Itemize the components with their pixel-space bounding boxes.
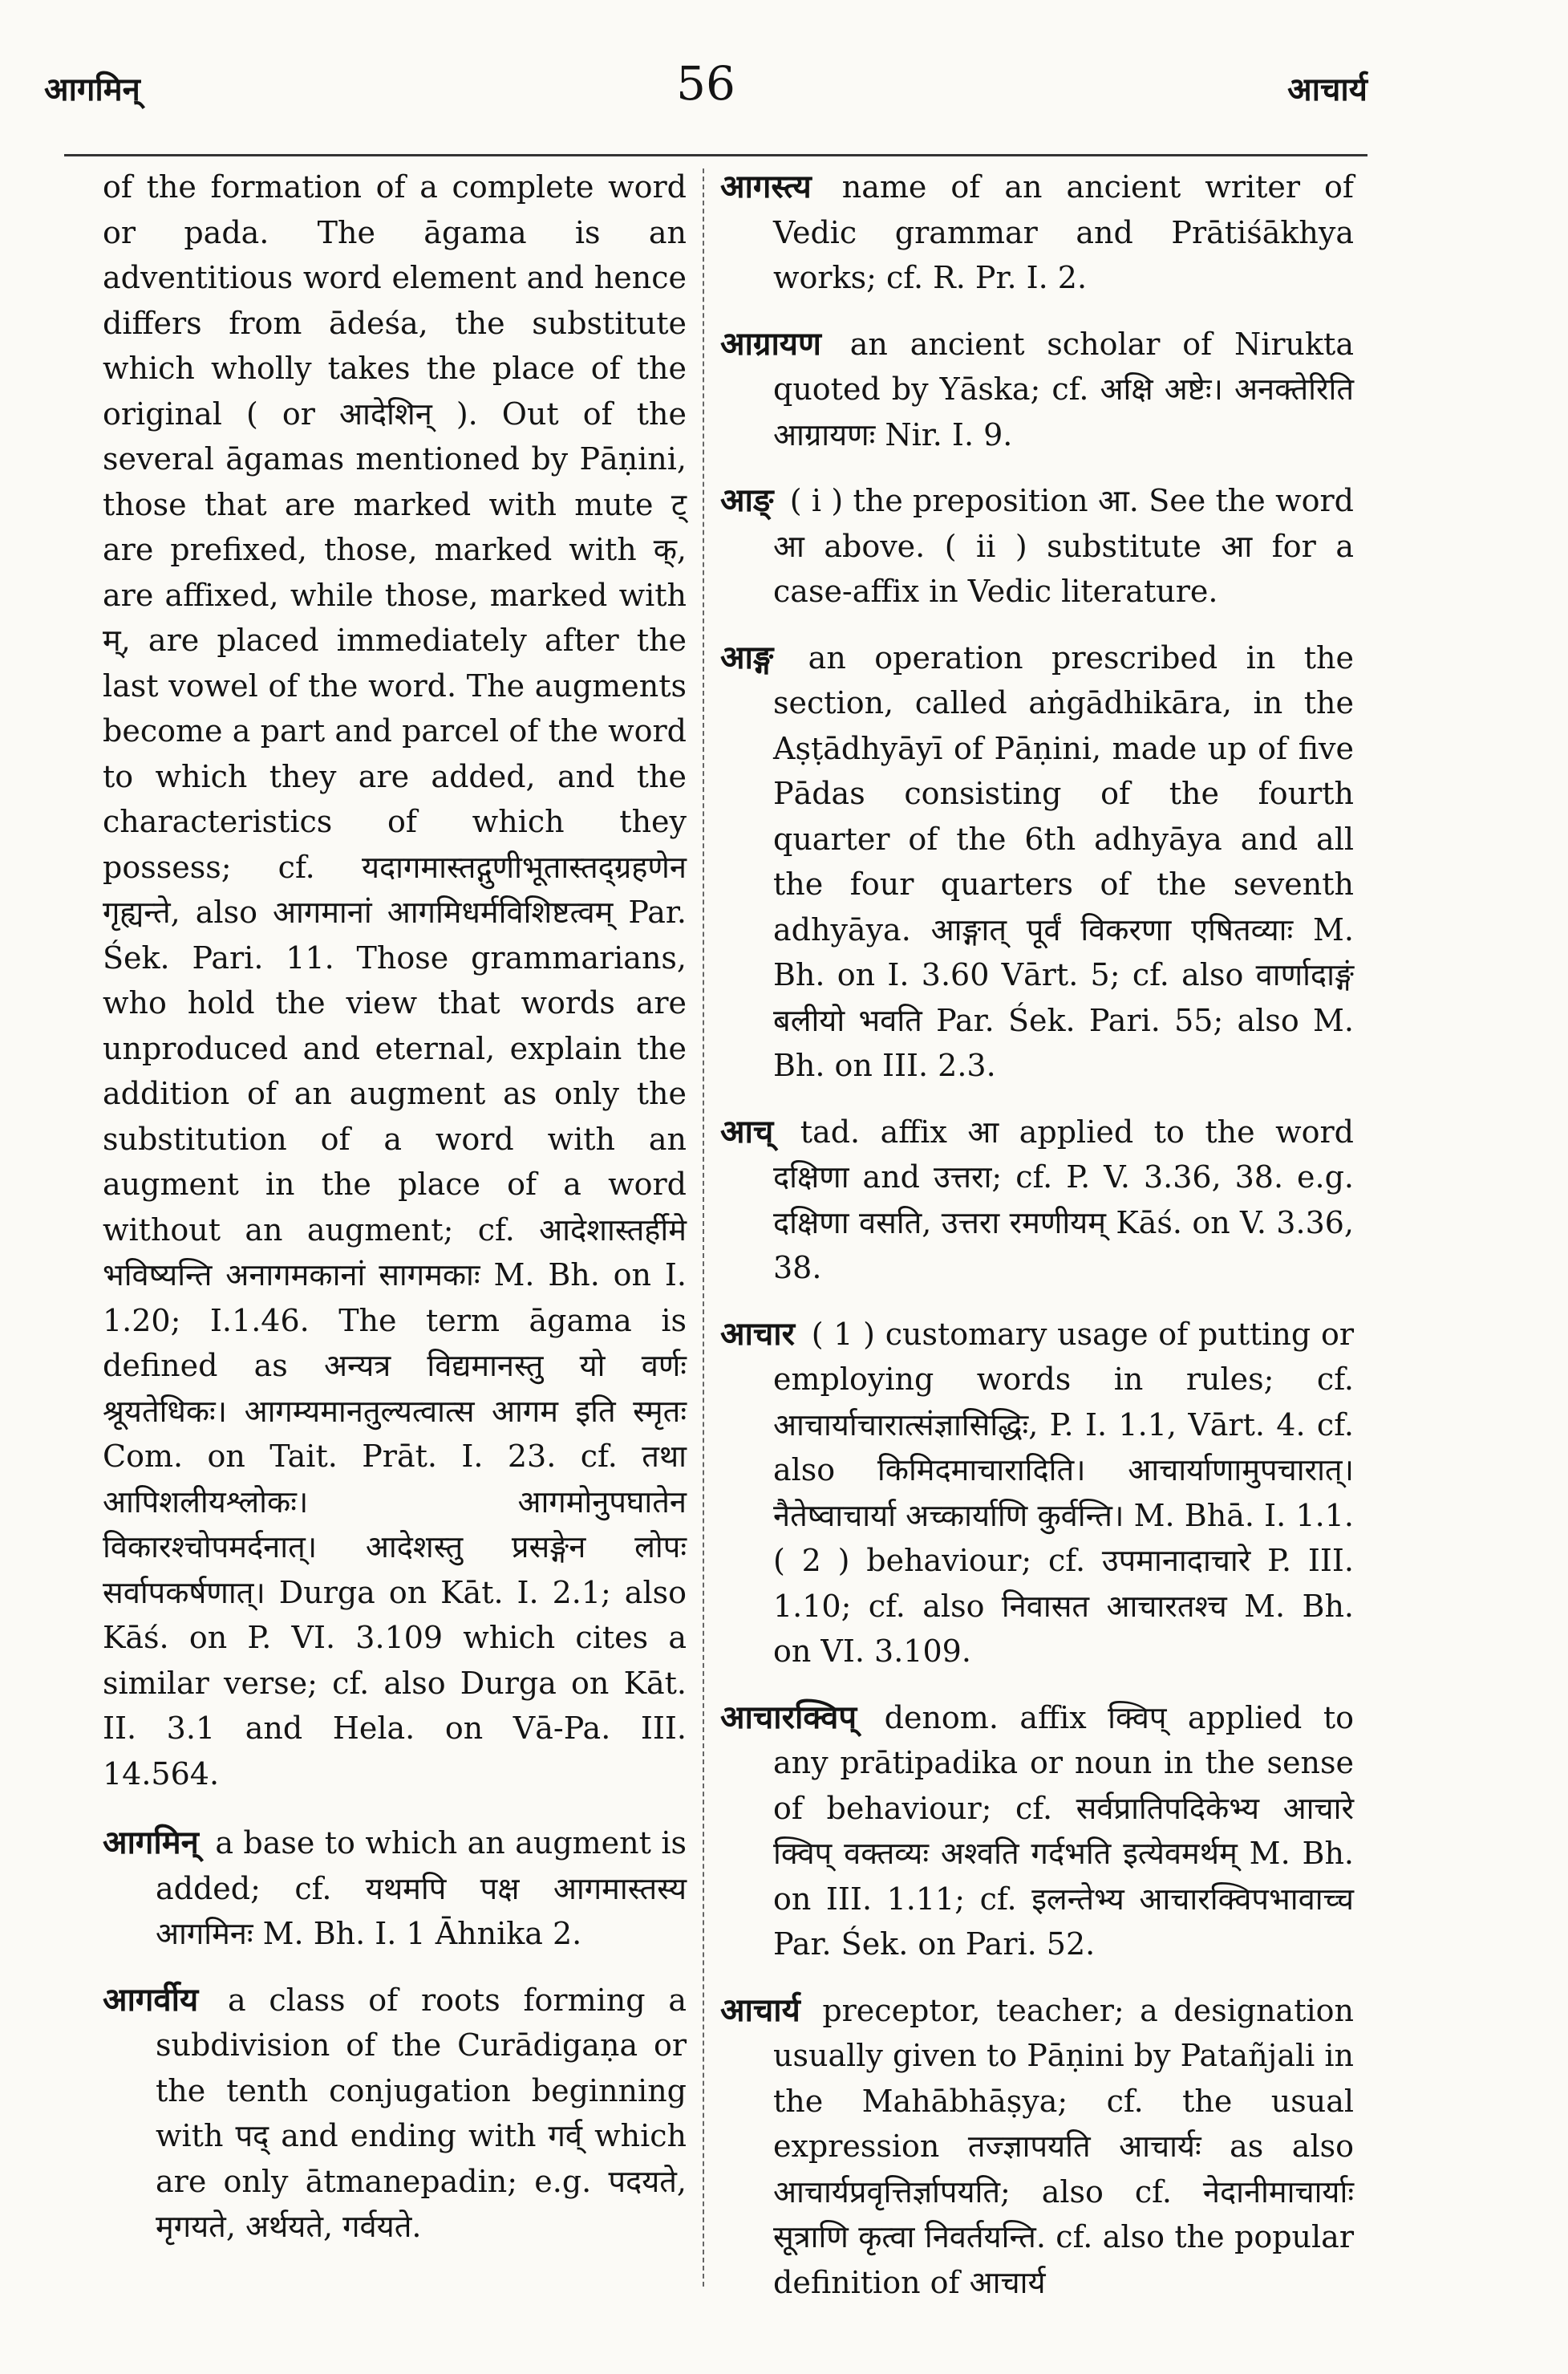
entry-ac [720, 1110, 1354, 1291]
entry-agamin [103, 1820, 687, 1957]
headword: आङ्ग [720, 638, 774, 676]
entry-acara [720, 1312, 1354, 1674]
definition: a base to which an augment is added; cf. यथमपि पक्ष आगमास्तस्य आगमिनः M. Bh. I. 1 Āhnika 2. [156, 1825, 687, 1951]
headword: आच् [720, 1112, 774, 1150]
right-column [720, 164, 1354, 2326]
header-first-word: आगमिन् [44, 71, 140, 108]
entry-agrayana [720, 322, 1354, 458]
definition: name of an ancient writer of Vedic grammar and Prātiśākhya works; cf. R. Pr. I. 2. [773, 169, 1354, 295]
headword: आचार [720, 1314, 795, 1353]
entry-anga [720, 635, 1354, 1089]
definition: ( i ) the preposition आ. See the word आ above. ( ii ) substitute आ for a case-affix in Vedic literature. [773, 483, 1354, 609]
entry-agastya [720, 164, 1354, 301]
header-rule [64, 154, 1367, 156]
page-number: 56 [676, 56, 735, 111]
definition: preceptor, teacher; a designation usually given to Pāṇini by Patañjali in the Mahābhāṣya; cf. the usual expression तज्ज्ञापयति आचार्यः as also आचार्यप्रवृत्तिर्ज्ञापयति; also cf. नेदानीमाचार्याः सूत्राणि कृत्वा निवर्तयन्ति. cf. also the popular definition of आचार्य [773, 1992, 1354, 2300]
headword: आगमिन् [103, 1824, 199, 1861]
running-header [44, 56, 1367, 120]
entry-acarya [720, 1988, 1354, 2306]
headword: आचार्य [720, 1991, 800, 2029]
left-column [103, 164, 687, 2271]
definition: an operation prescribed in the section, called aṅgādhikāra, in the Aṣṭādhyāyī of Pāṇini, made up of five Pādas consisting of the fourth quarter of the 6th adhyāya and all the four quarters of the seventh adhyāya. आङ्गात् पूर्वं विकरणा एषितव्याः M. Bh. on I. 3.60 Vārt. 5; cf. also वार्णादाङ्गं बलीयो भवति Par. Śek. Pari. 55; also M. Bh. on III. 2.3. [773, 639, 1354, 1083]
headword: आचारक्विप् [720, 1698, 857, 1736]
continued-entry-text: of the formation of a complete word or pada. The āgama is an adventitious word element and hence differs from ādeśa, the substitute which wholly takes the place of the original ( or आदेशिन् ). Out of the several āgamas mentioned by Pāṇini, those that are marked with mute ट् are prefixed, those, marked with क्, are affixed, while those, marked with म्, are placed immediately after the last vowel of the word. The augments become a part and parcel of the word to which they are added, and the characteristics of which they possess; cf. यदागमास्तद्गुणीभूतास्तद्ग्रहणेन गृह्यन्ते, also आगमानां आगमिधर्मविशिष्टत्वम् Par. Śek. Pari. 11. Those grammarians, who hold the view that words are unproduced and eternal, explain the addition of an augment as only the substitution of a word with an augment in the place of a word without an augment; cf. आदेशास्तर्हीमे भविष्यन्ति अनागमकानां सागमकाः M. Bh. on I. 1.20; I.1.46. The term āgama is defined as अन्यत्र विद्यमानस्तु यो वर्णः श्रूयतेधिकः। आगम्यमानतुल्यत्वात्स आगम इति स्मृतः Com. on Tait. Prāt. I. 23. cf. तथा आपिशलीयश्लोकः। आगमोनुपघातेन विकारश्चोपमर्दनात्। आदेशस्तु प्रसङ्गेन लोपः सर्वापकर्षणात्। Durga on Kāt. I. 2.1; also Kāś. on P. VI. 3.109 which cites a similar verse; cf. also Durga on Kāt. II. 3.1 and Hela. on Vā-Pa. III. 14.564. [103, 169, 687, 1792]
definition: an ancient scholar of Nirukta quoted by Yāska; cf. अक्षि अष्टेः। अनक्तेरिति आग्रायणः Nir. I. 9. [773, 326, 1354, 452]
headword: आग्रायण [720, 324, 821, 363]
headword: आगस्त्य [720, 168, 812, 205]
column-divider [703, 168, 704, 2287]
definition: ( 1 ) customary usage of putting or employing words in rules; cf. आचार्याचारात्संज्ञासिद्धिः, P. I. 1.1, Vārt. 4. cf. also किमिदमाचारादिति। आचार्याणामुपचारात्। नैतेष्वाचार्या अच्कार्याणि कुर्वन्ति। M. Bhā. I. 1.1. ( 2 ) behaviour; cf. उपमानादाचारे P. III. 1.10; cf. also निवासत आचारतश्च M. Bh. on VI. 3.109. [773, 1316, 1354, 1669]
headword: आङ् [720, 481, 774, 519]
headword: आगर्वीय [103, 1980, 199, 2019]
definition: tad. affix आ applied to the word दक्षिणा and उत्तरा; cf. P. V. 3.36, 38. e.g. दक्षिणा वसति, उत्तरा रमणीयम् Kāś. on V. 3.36, 38. [773, 1114, 1354, 1285]
definition: a class of roots forming a subdivision of the Curādigaṇa or the tenth conjugation beginning with पद् and ending with गर्व् which are only ātmanepadin; e.g. पदयते, मृगयते, अर्थयते, गर्वयते. [156, 1982, 687, 2244]
definition: denom. affix क्विप् applied to any prātipadika or noun in the sense of behaviour; cf. सर्वप्रातिपदिकेभ्य आचारे क्विप् वक्तव्यः अश्वति गर्दभति इत्येवमर्थम् M. Bh. on III. 1.11; cf. इलन्तेभ्य आचारक्विपभावाच्च Par. Śek. on Pari. 52. [773, 1699, 1354, 1962]
entry-an [720, 478, 1354, 615]
header-last-word: आचार्य [1287, 71, 1367, 108]
entry-acarakvip [720, 1695, 1354, 1967]
entry-agarviya [103, 1978, 687, 2250]
